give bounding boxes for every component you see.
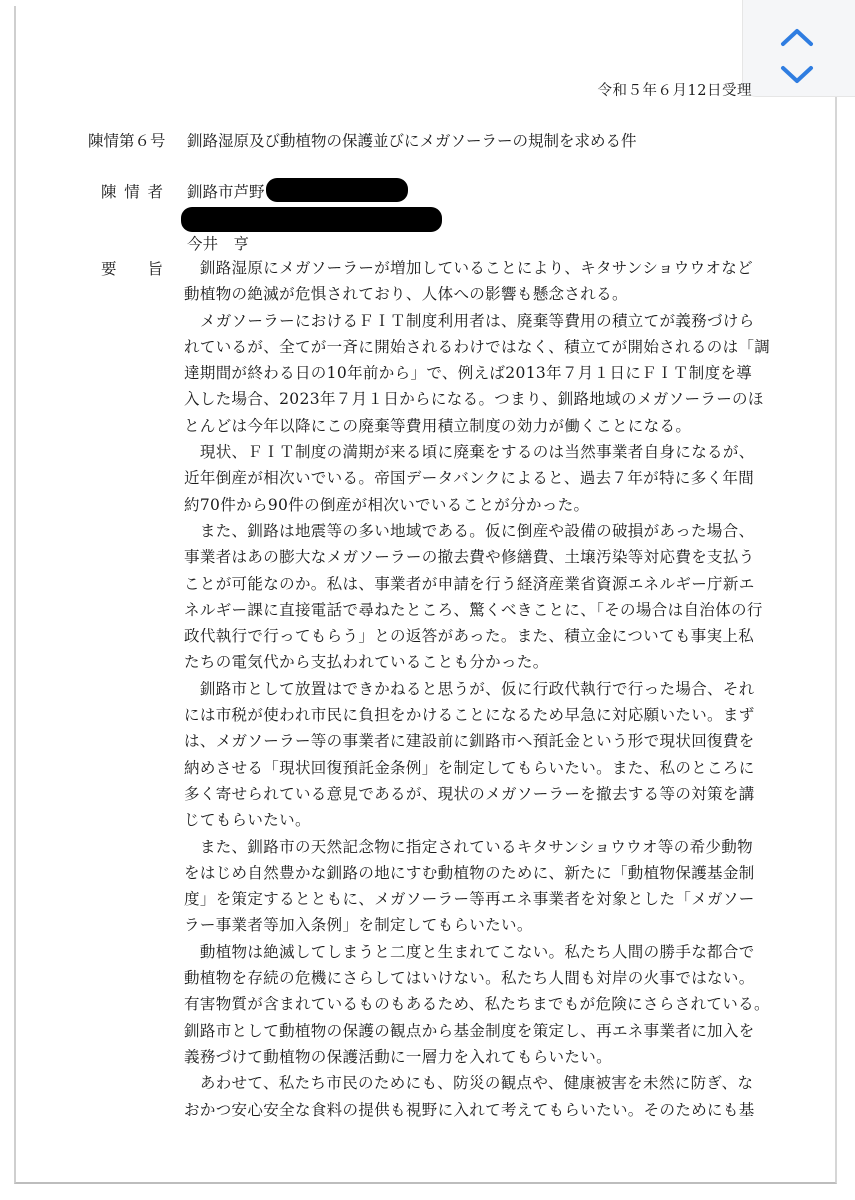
body-line: 事業者はあの膨大なメガソーラーの撤去費や修繕費、土壌汚染等対応費を支払う: [184, 548, 755, 567]
body-line: 入した場合、2023年７月１日からになる。つまり、釧路地域のメガソーラーのほ: [184, 390, 764, 409]
body-line: 有害物質が含まれているものもあるため、私たちまでもが危険にさらされている。: [184, 995, 770, 1014]
summary-label: 要 旨: [101, 260, 164, 278]
body-line: 現状、ＦＩＴ制度の満期が来る頃に廃棄をするのは当然事業者自身になるが、: [184, 443, 755, 462]
body-line: 達期間が終わる日の10年前から」で、例えば2013年７月１日にＦＩＴ制度を導: [184, 364, 753, 383]
body-line: をはじめ自然豊かな釧路の地にすむ動植物のために、新たに「動植物保護基金制: [184, 863, 755, 882]
body-line: は、メガソーラー等の事業者に建設前に釧路市へ預託金という形で現状回復費を: [184, 732, 755, 751]
body-line: 動植物の絶滅が危惧されており、人体への影響も懸念される。: [184, 285, 628, 304]
body-line: 納めさせる「現状回復預託金条例」を制定してもらいたい。また、私のところに: [184, 758, 755, 777]
body-line: ラー事業者等加入条例」を制定してもらいたい。: [184, 916, 533, 935]
scroll-up-button[interactable]: [777, 22, 817, 52]
chevron-down-icon: [779, 64, 815, 86]
body-line: 釧路市として放置はできかねると思うが、仮に行政代執行で行った場合、それ: [184, 679, 755, 698]
body-line: 義務づけて動植物の保護活動に一層力を入れてもらいたい。: [184, 1047, 612, 1066]
redaction-bar-address: [266, 178, 408, 202]
body-line: 動植物を存続の危機にさらしてはいけない。私たち人間も対岸の火事ではない。: [184, 969, 755, 988]
body-line: 近年倒産が相次いでいる。帝国データバンクによると、過去７年が特に多く年間: [184, 469, 755, 488]
body-line: 動植物は絶滅してしまうと二度と生まれてこない。私たち人間の勝手な都合で: [184, 942, 755, 961]
body-line: 多く寄せられている意見であるが、現状のメガソーラーを撤去する等の対策を講: [184, 784, 755, 803]
body-line: おかつ安心安全な食料の提供も視野に入れて考えてもらいたい。そのためにも基: [184, 1100, 755, 1119]
petitioner-name: 今井 亨: [187, 235, 250, 253]
received-date: 令和５年６月12日受理: [597, 83, 752, 99]
body-line: ことが可能なのか。私は、事業者が申請を行う経済産業省資源エネルギー庁新エ: [184, 574, 755, 593]
petitioner-label: 陳 情 者: [101, 183, 163, 201]
body-line: れているが、全てが一斉に開始されるわけではなく、積立てが開始されるのは「調: [184, 337, 771, 356]
body-line: メガソーラーにおけるＦＩＴ制度利用者は、廃棄等費用の積立てが義務づけら: [184, 311, 755, 330]
body-line: じてもらいたい。: [184, 811, 311, 830]
petition-number: 陳情第６号: [88, 132, 166, 150]
redaction-bar-address-line2: [181, 207, 442, 232]
body-line: 度」を策定するとともに、メガソーラー等再エネ事業者を対象とした「メガソー: [184, 890, 755, 909]
chevron-up-icon: [779, 26, 815, 48]
body-line: また、釧路市の天然記念物に指定されているキタサンショウウオ等の希少動物: [184, 837, 753, 856]
petitioner-address: 釧路市芦野: [187, 183, 265, 201]
body-line: たちの電気代から支払われていることも分かった。: [184, 653, 549, 672]
body-line: とんどは今年以降にこの廃棄等費用積立制度の効力が働くことになる。: [184, 416, 692, 435]
body-line: 政代執行で行ってもらう」との返答があった。また、積立金についても事実上私: [184, 627, 755, 646]
body-line: 約70件から90件の倒産が相次いでいることが分かった。: [184, 495, 590, 514]
body-line: 釧路湿原にメガソーラーが増加していることにより、キタサンショウウオなど: [184, 259, 753, 277]
body-line: あわせて、私たち市民のためにも、防災の観点や、健康被害を未然に防ぎ、な: [184, 1074, 754, 1093]
petition-title: 釧路湿原及び動植物の保護並びにメガソーラーの規制を求める件: [187, 132, 637, 150]
body-line: には市税が使われ市民に負担をかけることになるため早急に対応願いたい。まず: [184, 706, 755, 725]
scroll-down-button[interactable]: [777, 60, 817, 90]
body-line: 釧路市として動植物の保護の観点から基金制度を策定し、再エネ事業者に加入を: [184, 1021, 755, 1040]
body-line: また、釧路は地震等の多い地域である。仮に倒産や設備の破損があった場合、: [184, 521, 755, 540]
body-line: ネルギー課に直接電話で尋ねたところ、驚くべきことに、「その場合は自治体の行: [184, 600, 763, 619]
summary-body: [184, 255, 771, 1123]
